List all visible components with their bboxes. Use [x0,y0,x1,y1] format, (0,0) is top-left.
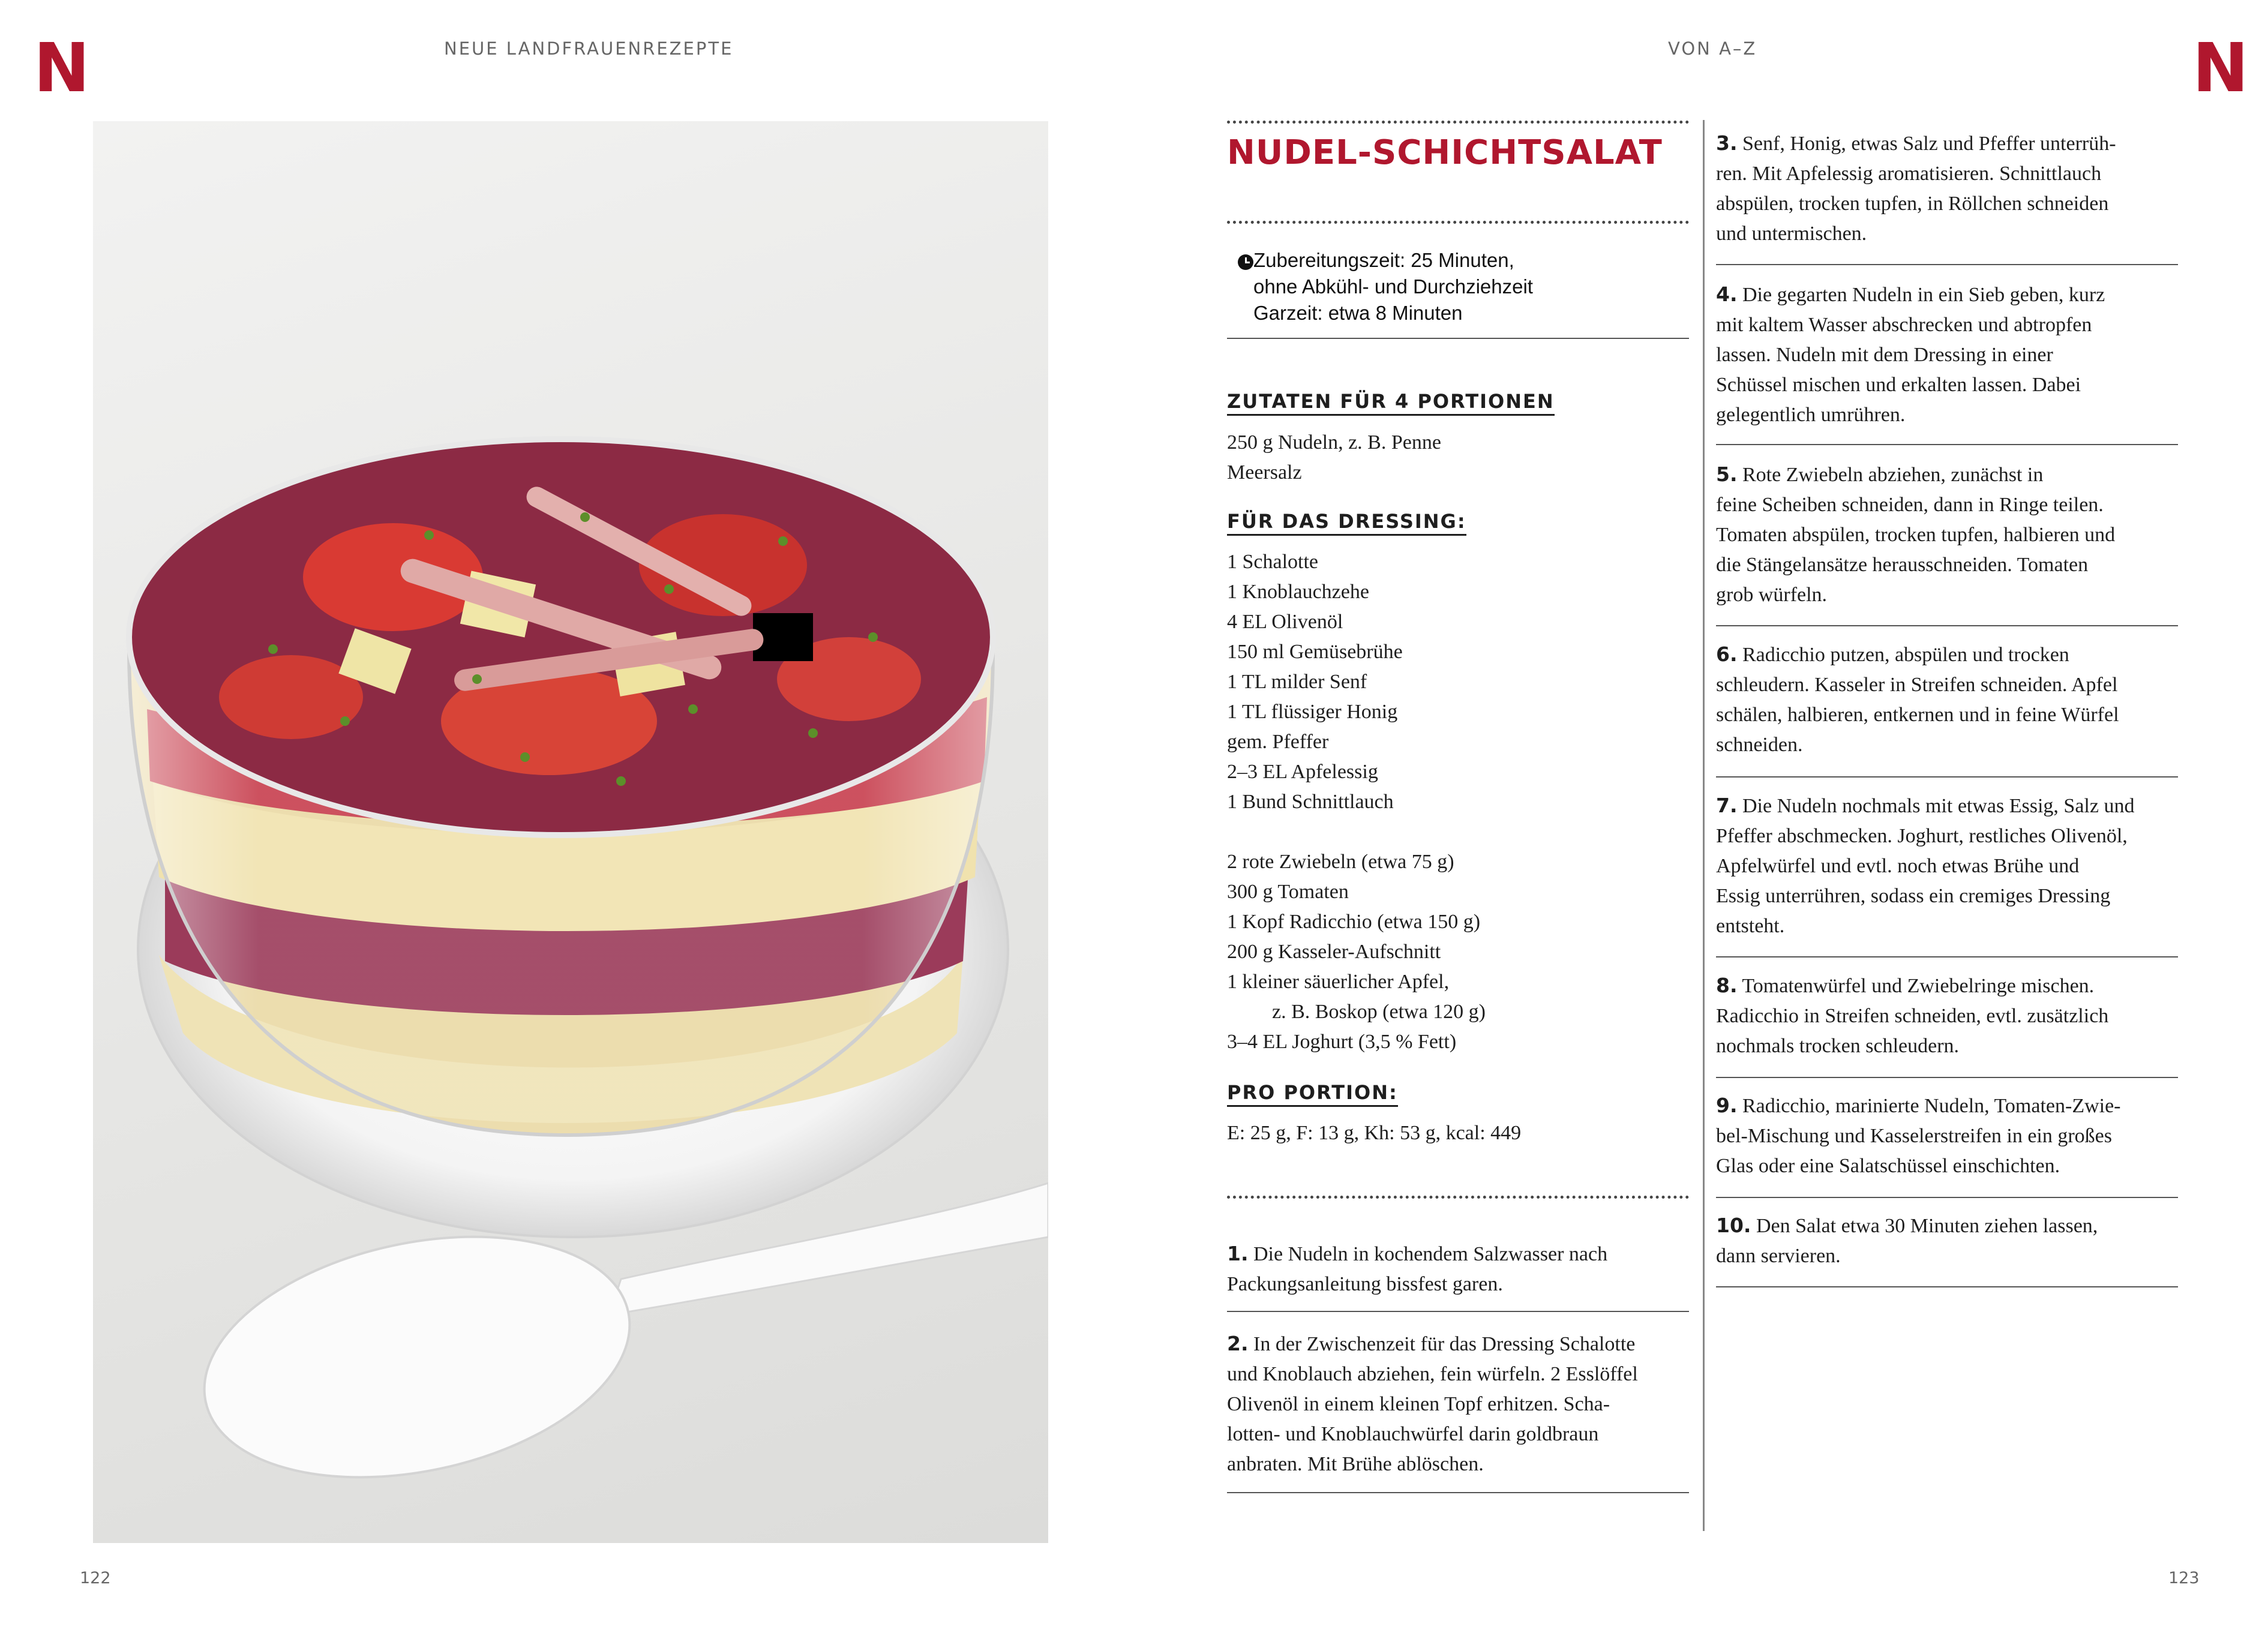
step-text: grob würfeln. [1716,584,1828,606]
step-number: 6. [1716,643,1738,666]
step-4 [1716,280,2184,430]
dressing-heading: FÜR DAS DRESSING: [1227,510,1466,536]
ingredient-item: z. B. Boskop (etwa 120 g) [1272,1001,1486,1023]
step-divider [1716,1077,2178,1078]
step-10 [1716,1211,2184,1271]
salad-bowl-illustration [93,121,1048,1543]
ingredient-item: 250 g Nudeln, z. B. Penne [1227,431,1441,454]
time-info [1253,247,1533,326]
ingredient-item: 4 EL Olivenöl [1227,611,1343,633]
dressing-list [1227,547,1403,817]
step-text: gelegentlich umrühren. [1716,404,1906,426]
prep-time: Zubereitungszeit: 25 Minuten, [1253,249,1514,271]
step-number: 5. [1716,463,1738,486]
step-divider [1227,1311,1689,1312]
step-number: 3. [1716,131,1738,155]
step-text: die Stängelansätze herausschneiden. Tomaten [1716,554,2089,576]
step-number: 4. [1716,283,1738,306]
page-number-left: 122 [80,1569,111,1587]
ingredient-item: 1 TL milder Senf [1227,671,1367,693]
step-text: Den Salat etwa 30 Minuten ziehen lassen, [1756,1215,2098,1237]
title-bottom-divider [1227,221,1689,224]
step-text: Tomaten abspülen, trocken tupfen, halbieren und [1716,524,2116,546]
ingredient-item: 150 ml Gemüsebrühe [1227,641,1403,663]
ingredient-item: 2 rote Zwiebeln (etwa 75 g) [1227,851,1454,873]
step-text: Olivenöl in einem kleinen Topf erhitzen. Scha- [1227,1393,1610,1415]
step-text: entsteht. [1716,915,1785,937]
title-top-divider [1227,121,1689,124]
step-number: 1. [1227,1242,1249,1265]
running-title-left: NEUE LANDFRAUENREZEPTE [444,38,734,59]
ingredients-list-a [1227,428,1441,488]
ingredient-item: 1 kleiner säuerlicher Apfel, [1227,971,1450,993]
ingredient-item: 1 Schalotte [1227,551,1319,573]
nutrition-info: E: 25 g, F: 13 g, Kh: 53 g, kcal: 449 [1227,1122,1522,1144]
step-text: Radicchio, marinierte Nudeln, Tomaten-Zwie- [1742,1095,2121,1117]
step-text: Die gegarten Nudeln in ein Sieb geben, kurz [1742,284,2105,306]
prep-time-note: ohne Abkühl- und Durchziehzeit [1253,275,1533,298]
steps-top-divider [1227,1196,1689,1199]
step-1 [1227,1239,1695,1299]
step-number: 8. [1716,974,1738,997]
step-text: Rote Zwiebeln abziehen, zunächst in [1742,464,2044,486]
step-number: 2. [1227,1332,1249,1355]
step-text: lotten- und Knoblauchwürfel darin goldbraun [1227,1423,1599,1445]
step-text: In der Zwischenzeit für das Dressing Schalotte [1253,1333,1636,1355]
step-text: mit kaltem Wasser abschrecken und abtropfen [1716,314,2092,336]
step-text: und untermischen. [1716,223,1867,245]
step-text: Radicchio in Streifen schneiden, evtl. zusätzlich [1716,1005,2109,1027]
step-divider [1716,1197,2178,1198]
step-text: Radicchio putzen, abspülen und trocken [1742,644,2069,666]
step-text: ren. Mit Apfelessig aromatisieren. Schnittlauch [1716,163,2102,185]
step-3 [1716,128,2184,249]
step-number: 10. [1716,1214,1751,1237]
step-7 [1716,791,2184,941]
step-divider [1716,444,2178,445]
step-text: Senf, Honig, etwas Salz und Pfeffer unterrüh- [1742,133,2116,155]
chapter-letter-right: N [2192,29,2249,107]
step-text: abspülen, trocken tupfen, in Röllchen schneiden [1716,193,2109,215]
step-text: Die Nudeln in kochendem Salzwasser nach [1253,1243,1608,1265]
step-divider [1716,956,2178,957]
step-text: Pfeffer abschmecken. Joghurt, restliches Olivenöl, [1716,825,2128,847]
step-divider [1716,264,2178,265]
step-text: feine Scheiben schneiden, dann in Ringe teilen. [1716,494,2104,516]
ingredients-heading-wrap [1227,390,1555,413]
ingredient-item: 1 Knoblauchzehe [1227,581,1369,603]
ingredient-item: gem. Pfeffer [1227,731,1329,753]
step-text: schneiden. [1716,734,1803,756]
step-number: 9. [1716,1094,1738,1117]
step-divider [1716,776,2178,778]
step-text: schleudern. Kasseler in Streifen schneiden. Apfel [1716,674,2118,696]
column-divider [1703,120,1705,1531]
ingredient-item: Meersalz [1227,461,1302,484]
ingredient-item: 2–3 EL Apfelessig [1227,761,1378,783]
chapter-letter-left: N [34,29,90,107]
step-text: lassen. Nudeln mit dem Dressing in einer [1716,344,2053,366]
portion-heading: PRO PORTION: [1227,1081,1398,1107]
step-text: nochmals trocken schleudern. [1716,1035,1960,1057]
step-divider [1227,1492,1689,1493]
step-8 [1716,971,2184,1061]
step-2 [1227,1329,1695,1479]
step-text: dann servieren. [1716,1245,1841,1267]
ingredient-item: 200 g Kasseler-Aufschnitt [1227,941,1441,963]
ingredients-heading: ZUTATEN FÜR 4 PORTIONEN [1227,390,1555,416]
step-text: Die Nudeln nochmals mit etwas Essig, Salz und [1742,795,2135,817]
ingredients-list-b [1227,847,1486,1057]
step-text: und Knoblauch abziehen, fein würfeln. 2 Esslöffel [1227,1363,1638,1385]
step-text: anbraten. Mit Brühe ablöschen. [1227,1453,1484,1475]
step-text: Schüssel mischen und erkalten lassen. Dabei [1716,374,2081,396]
step-6 [1716,640,2184,760]
running-title-right: VON A–Z [1668,38,1757,59]
step-text: Glas oder eine Salatschüssel einschichten. [1716,1155,2060,1177]
step-text: Essig unterrühren, sodass ein cremiges Dressing [1716,885,2111,907]
step-divider [1716,1286,2178,1287]
ingredient-item: 1 TL flüssiger Honig [1227,701,1398,723]
step-divider [1716,625,2178,626]
step-text: schälen, halbieren, entkernen und in feine Würfel [1716,704,2119,726]
ingredient-item: 3–4 EL Joghurt (3,5 % Fett) [1227,1031,1457,1053]
step-text: Tomatenwürfel und Zwiebelringe mischen. [1742,975,2095,997]
time-divider [1227,338,1689,339]
recipe-title: NUDEL-SCHICHTSALAT [1227,133,1663,172]
ingredient-item: 1 Kopf Radicchio (etwa 150 g) [1227,911,1481,933]
step-text: bel-Mischung und Kasselerstreifen in ein großes [1716,1125,2112,1147]
step-number: 7. [1716,794,1738,817]
salad-photo [93,121,1048,1543]
portion-heading-wrap [1227,1081,1398,1104]
step-text: Packungsanleitung bissfest garen. [1227,1273,1503,1295]
step-5 [1716,460,2184,610]
dressing-heading-wrap [1227,510,1466,533]
step-text: Apfelwürfel und evtl. noch etwas Brühe und [1716,855,2080,877]
clock-icon [1238,254,1253,270]
step-9 [1716,1091,2184,1181]
ingredient-item: 300 g Tomaten [1227,881,1349,903]
ingredient-item: 1 Bund Schnittlauch [1227,791,1394,813]
cook-time: Garzeit: etwa 8 Minuten [1253,302,1463,324]
page-number-right: 123 [2168,1569,2200,1587]
